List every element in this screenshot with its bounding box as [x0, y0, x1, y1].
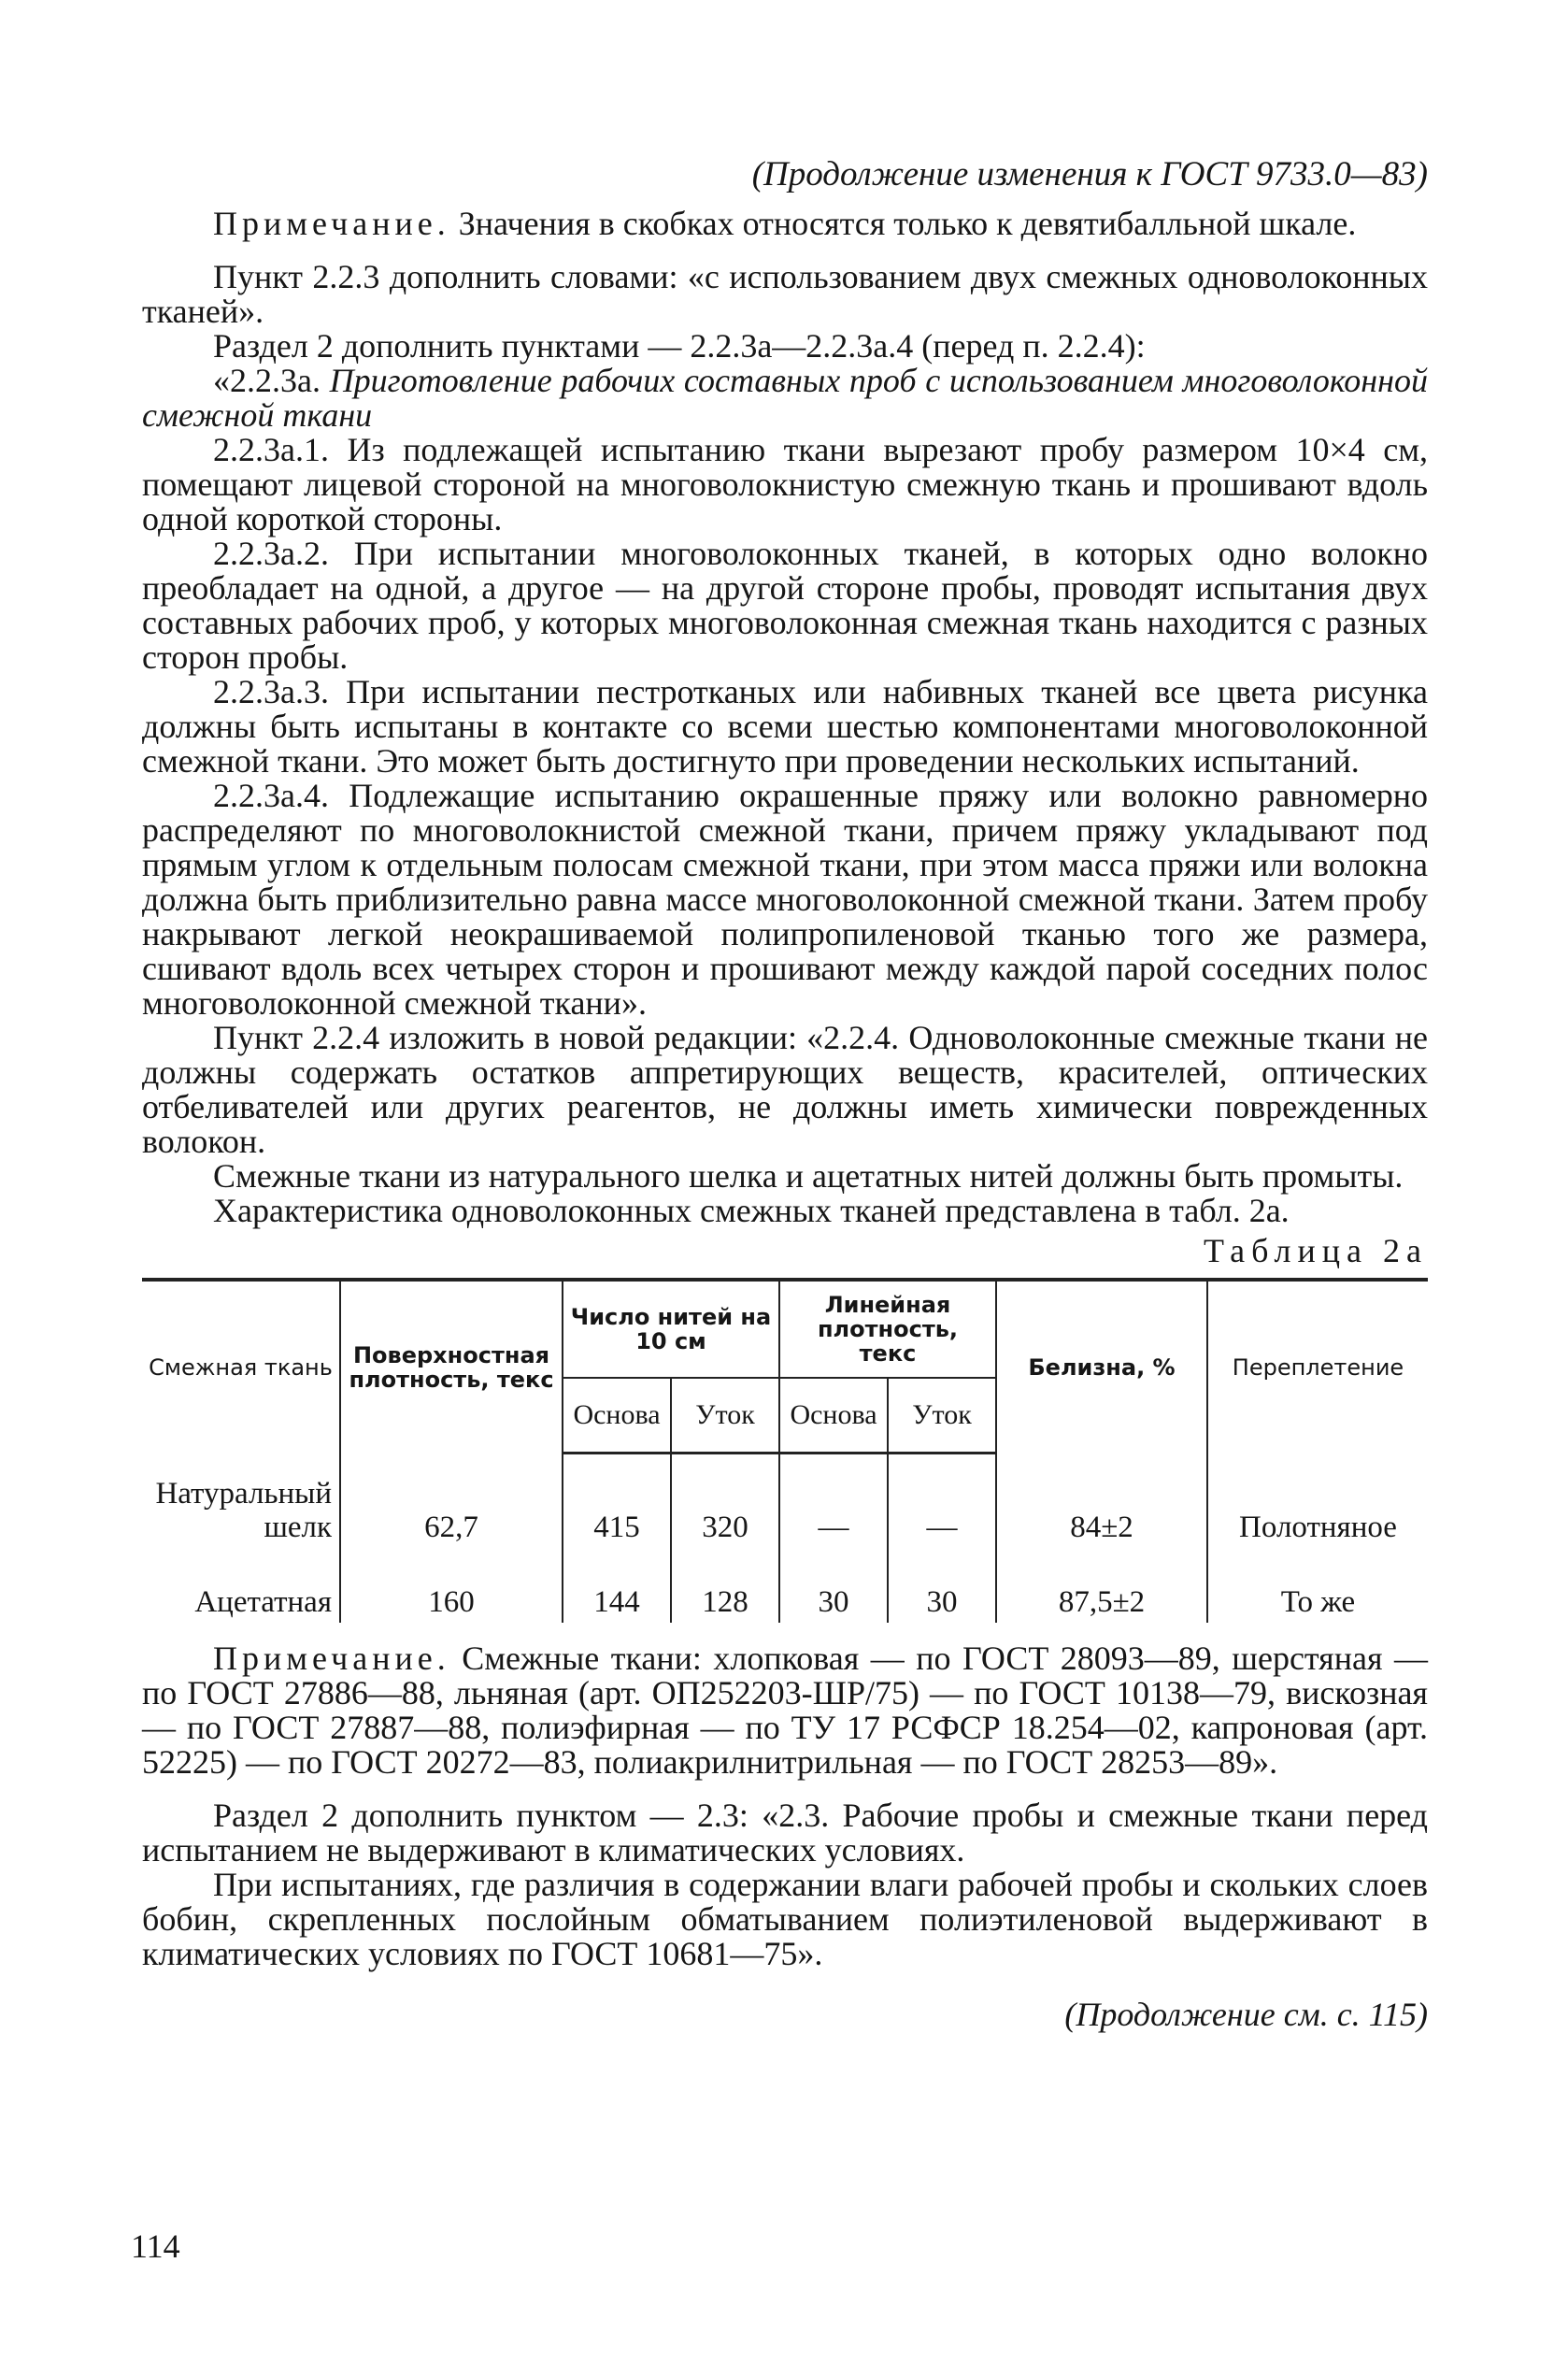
- cell-linear-warp: —: [779, 1454, 888, 1549]
- cell-threads-weft: 128: [671, 1548, 779, 1623]
- paragraph-2-2-3: Пункт 2.2.3 дополнить словами: «с использованием двух смежных одноволоконных тканей».: [142, 258, 1428, 330]
- header-linear-density: Линейная плотность, текс: [779, 1280, 996, 1378]
- table-caption: [142, 1234, 1428, 1268]
- cell-fabric: Ацетатная: [142, 1548, 340, 1623]
- running-header: (Продолжение изменения к ГОСТ 9733.0—83): [751, 155, 1428, 193]
- note-label: Примечание.: [213, 1640, 450, 1677]
- subheader-warp: Основа: [563, 1378, 671, 1454]
- cell-surface-density: 62,7: [340, 1454, 563, 1549]
- table-row: [142, 1454, 1428, 1549]
- note-text: Смежные ткани: хлопковая — по ГОСТ 28093—89, шерстяная — по ГОСТ 27886—88, льняная (арт. ОП252203-ШР/75) — по ГОСТ 10138—79, вискозная — по ГОСТ 27887—88, полиэфирная — по ТУ 17 РСФСР 18.254—02, капроновая (арт. 52225) — по ГОСТ 20272—83, полиакрилнитрильная — по ГОСТ 28253—89».: [142, 1640, 1428, 1781]
- cell-whiteness: 84±2: [996, 1454, 1207, 1549]
- header-weave: Переплетение: [1207, 1280, 1428, 1454]
- subheader-weft: Уток: [671, 1378, 779, 1454]
- page-number: 114: [131, 2227, 180, 2265]
- cell-threads-weft: 320: [671, 1454, 779, 1549]
- cell-linear-weft: —: [888, 1454, 996, 1549]
- paragraph-climate: При испытаниях, где различия в содержании влаги рабочей пробы и скольких слоев бобин, скрепленных послойным обматыванием полиэтиленовой выдерживают в климатических условиях по ГОСТ 10681—75».: [142, 1866, 1428, 1972]
- header-thread-count: Число нитей на 10 см: [563, 1280, 779, 1378]
- paragraph-2-2-3a-1: 2.2.3а.1. Из подлежащей испытанию ткани вырезают пробу размером 10×4 см, помещают лицевой стороной на многоволокнистую смежную ткань и прошивают вдоль одной короткой стороны.: [142, 431, 1428, 537]
- table-caption-text: Таблица 2а: [1204, 1232, 1428, 1269]
- paragraph-2-2-4: Пункт 2.2.4 изложить в новой редакции: «2.2.4. Одноволоконные смежные ткани не должны содержать остатков аппретирующих веществ, красителей, оптических отбеливателей или других реагентов, не должны иметь химически поврежденных волокон.: [142, 1019, 1428, 1160]
- table-header-row: [142, 1280, 1428, 1378]
- cell-linear-warp: 30: [779, 1548, 888, 1623]
- subheader-weft: Уток: [888, 1378, 996, 1454]
- document-page: [142, 157, 1428, 2032]
- subheader-warp: Основа: [779, 1378, 888, 1454]
- cell-threads-warp: 415: [563, 1454, 671, 1549]
- cell-surface-density: 160: [340, 1548, 563, 1623]
- clause-title: Приготовление рабочих составных проб с использованием многоволоконной смежной ткани: [142, 362, 1429, 434]
- note-label: Примечание.: [213, 205, 450, 242]
- paragraph-2-2-3a-3: 2.2.3а.3. При испытании пестротканых или набивных тканей все цвета рисунка должны быть испытаны в контакте со всеми шестью компонентами многоволоконной смежной ткани. Это может быть достигнуто при проведении нескольких испытаний.: [142, 673, 1428, 780]
- cell-weave: То же: [1207, 1548, 1428, 1623]
- paragraph-2-2-3a-4: 2.2.3а.4. Подлежащие испытанию окрашенные пряжу или волокно равномерно распределяют по многоволокнистой смежной ткани, причем пряжу укладывают под прямым углом к отдельным полосам смежной ткани, при этом масса пряжи или волокна должна быть приблизительно равна массе многоволоконной смежной ткани. Затем пробу накрывают легкой неокрашиваемой полипропиленовой тканью того же размера, сшивают вдоль всех четырех сторон и прошивают между каждой парой соседних полос многоволоконной смежной ткани».: [142, 777, 1428, 1022]
- cell-whiteness: 87,5±2: [996, 1548, 1207, 1623]
- header-whiteness: Белизна, %: [996, 1280, 1207, 1454]
- header-surface-density: Поверхностная плотность, текс: [340, 1280, 563, 1454]
- paragraph-table-ref: Характеристика одноволоконных смежных тканей представлена в табл. 2а.: [213, 1192, 1290, 1229]
- paragraph-silk-acetate: Смежные ткани из натурального шелка и ацетатных нитей должны быть промыты.: [213, 1157, 1404, 1195]
- paragraph-2-2-3a-title: [142, 364, 1428, 433]
- header-fabric: Смежная ткань: [142, 1280, 340, 1454]
- cell-weave: Полотняное: [1207, 1454, 1428, 1549]
- paragraph-2-2-3a-2: 2.2.3а.2. При испытании многоволоконных тканей, в которых одно волокно преобладает на одной, а другое — на другой стороне пробы, проводят испытания двух составных рабочих проб, у которых многоволоконная смежная ткань находится с разных сторон пробы.: [142, 535, 1428, 676]
- note-paragraph: [142, 207, 1428, 241]
- paragraph-section-2-addition: Раздел 2 дополнить пунктами — 2.2.3а—2.2.3а.4 (перед п. 2.2.4):: [213, 327, 1146, 365]
- table-row: [142, 1548, 1428, 1623]
- note-text: Значения в скобках относятся только к девятибалльной шкале.: [449, 205, 1357, 242]
- cell-fabric: Натуральный шелк: [142, 1454, 340, 1549]
- paragraph-2-3: Раздел 2 дополнить пунктом — 2.3: «2.3. Рабочие пробы и смежные ткани перед испытанием не выдерживают в климатических условиях.: [142, 1797, 1428, 1869]
- cell-linear-weft: 30: [888, 1548, 996, 1623]
- clause-number: «2.2.3а.: [213, 362, 330, 399]
- cell-threads-warp: 144: [563, 1548, 671, 1623]
- note-paragraph: [142, 1641, 1428, 1780]
- fabric-characteristics-table: [142, 1278, 1428, 1623]
- continuation-note: (Продолжение см. с. 115): [1064, 1996, 1428, 2033]
